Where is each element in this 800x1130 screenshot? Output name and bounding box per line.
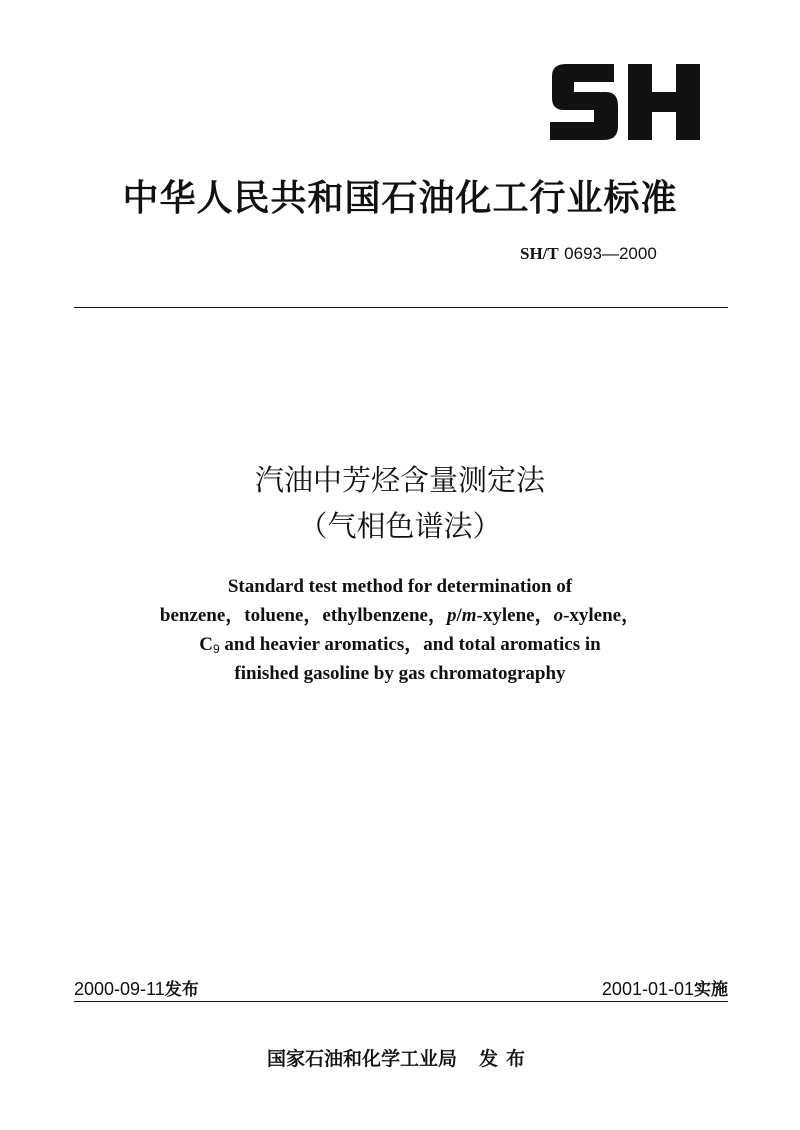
italic-p: p [446, 605, 457, 626]
english-title-line: finished gasoline by gas chromatography [234, 663, 566, 684]
subscript-nine: 9 [212, 642, 220, 656]
title-fragment: -xylene， [563, 605, 641, 626]
standard-number [520, 244, 657, 264]
italic-o: o [553, 605, 564, 626]
issue-date-block [74, 975, 199, 1000]
standard-prefix: SH/T [520, 244, 559, 263]
title-fragment: benzene，toluene，ethylbenzene， [159, 605, 447, 626]
sh-logo [548, 62, 704, 142]
chinese-subtitle: （气相色谱法） [298, 509, 502, 543]
date-row [74, 975, 728, 999]
issuer-name: 国家石油和化学工业局 [266, 1048, 457, 1070]
effective-date: 2001-01-01 [601, 979, 694, 999]
italic-m: m [461, 605, 477, 626]
title-fragment: -xylene， [476, 605, 554, 626]
standard-code: 0693—2000 [564, 244, 657, 263]
english-title-line [60, 630, 740, 659]
issue-label: 发布 [164, 980, 199, 1000]
english-title-line [60, 601, 740, 630]
chinese-title: 汽油中芳烃含量测定法 [254, 463, 545, 497]
bottom-divider [74, 1001, 728, 1002]
effective-date-block [602, 975, 728, 1000]
org-title: 中华人民共和国石油化工行业标准 [122, 178, 678, 219]
top-divider [74, 307, 728, 308]
title-fragment: and heavier aromatics，and total aromatics in [219, 634, 601, 655]
issuer-line [0, 1044, 800, 1071]
sh-logo-icon [548, 62, 704, 142]
issue-date: 2000-09-11 [74, 979, 165, 999]
effective-label: 实施 [694, 980, 728, 1000]
english-title-line: Standard test method for determination of [227, 576, 573, 597]
title-fragment: C [199, 634, 213, 655]
issuer-action: 发布 [479, 1048, 534, 1070]
title-fragment: / [456, 605, 462, 626]
english-title [60, 572, 740, 688]
